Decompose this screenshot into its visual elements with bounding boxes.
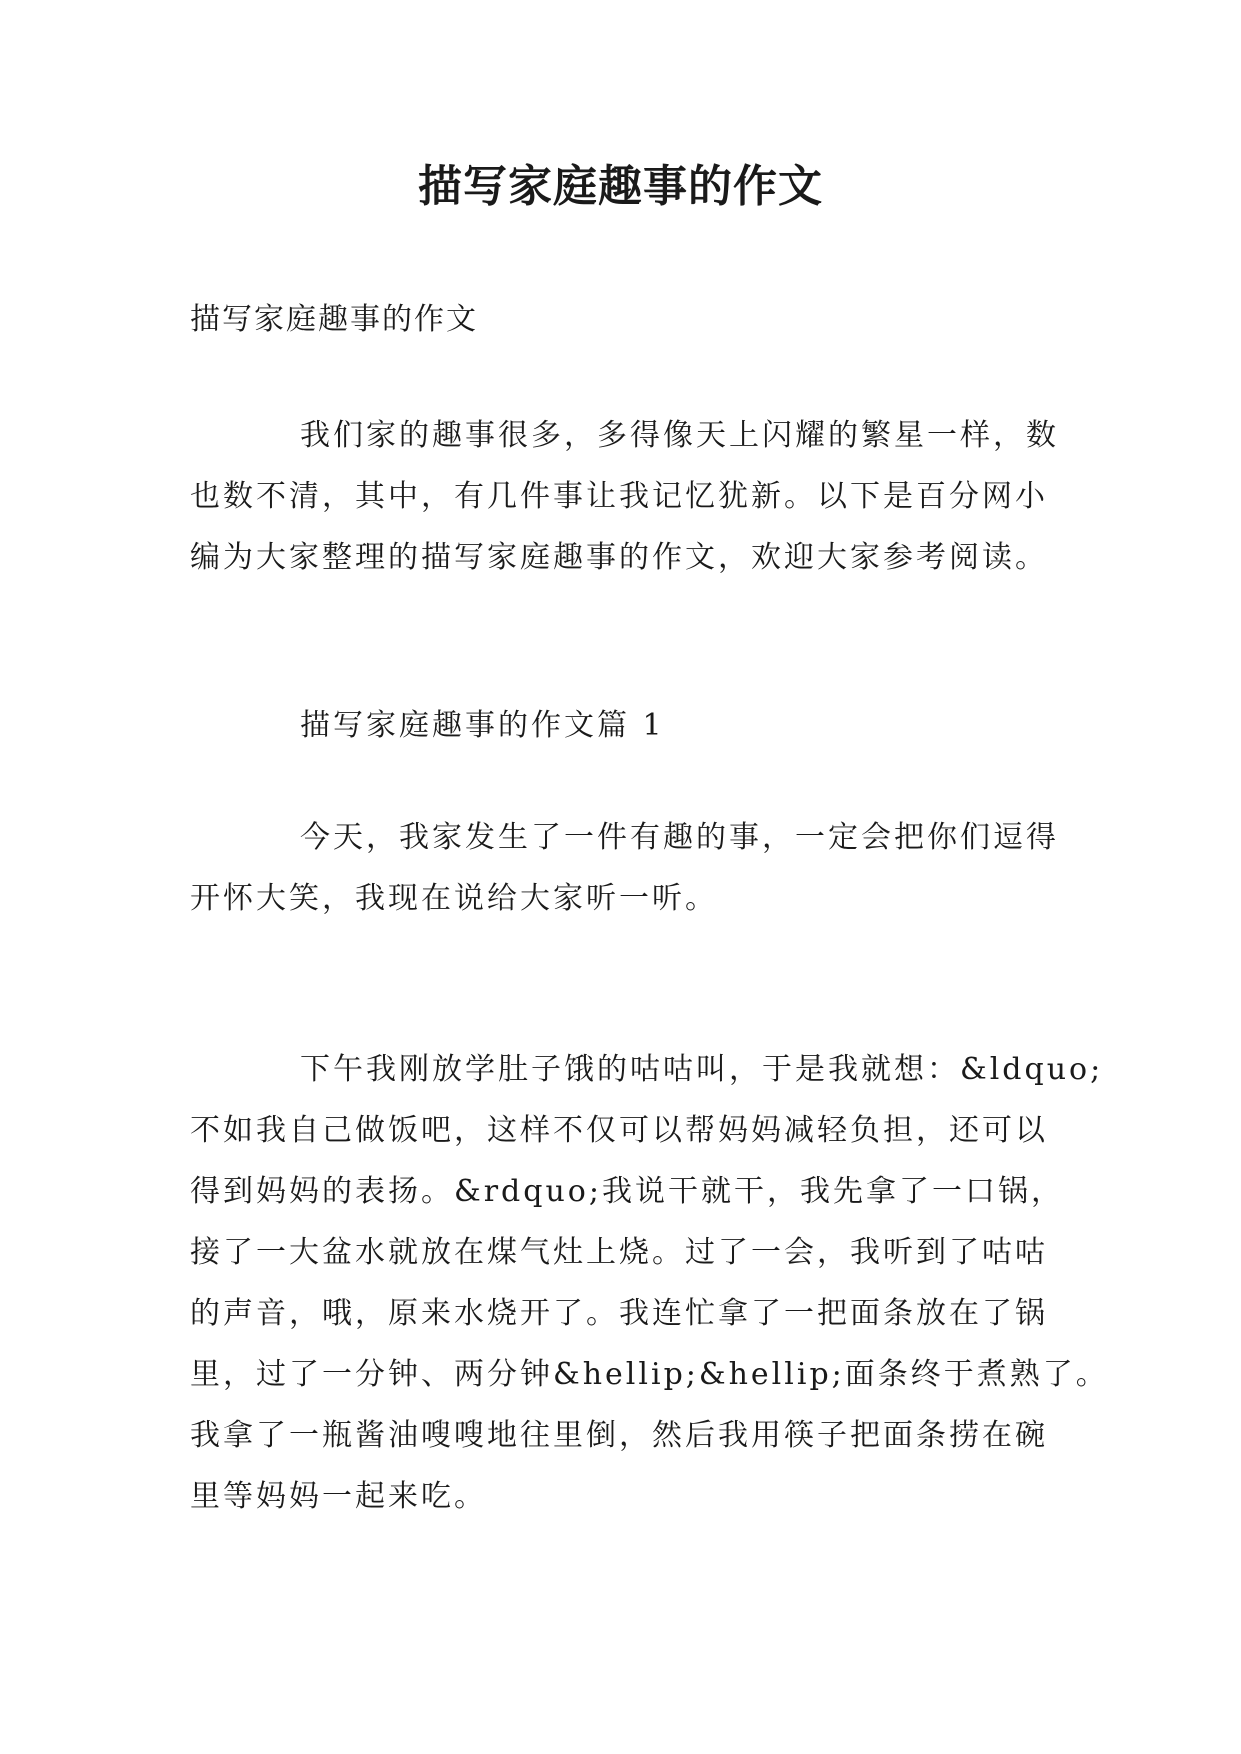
paragraph-line: 得到妈妈的表扬。&rdquo;我说干就干，我先拿了一口锅， [190, 1174, 1064, 1209]
paragraph-line: 的声音，哦，原来水烧开了。我连忙拿了一把面条放在了锅 [190, 1296, 1048, 1331]
paragraph-line: 今天，我家发生了一件有趣的事，一定会把你们逗得 [300, 820, 1059, 855]
paragraph-line: 我们家的趣事很多，多得像天上闪耀的繁星一样，数 [300, 418, 1059, 453]
document-title: 描写家庭趣事的作文 [418, 161, 823, 212]
paragraph-line: 接了一大盆水就放在煤气灶上烧。过了一会，我听到了咕咕 [190, 1235, 1048, 1270]
story-paragraph-1 [190, 807, 1090, 929]
paragraph-line: 下午我刚放学肚子饿的咕咕叫，于是我就想：&ldquo; [300, 1052, 1104, 1087]
paragraph-line: 里，过了一分钟、两分钟&hellip;&hellip;面条终于煮熟了。 [190, 1357, 1109, 1392]
paragraph-line: 我拿了一瓶酱油嗖嗖地往里倒，然后我用筷子把面条捞在碗 [190, 1418, 1048, 1453]
story-paragraph-2 [190, 1039, 1109, 1527]
paragraph-line: 不如我自己做饭吧，这样不仅可以帮妈妈减轻负担，还可以 [190, 1113, 1048, 1148]
paragraph-line: 编为大家整理的描写家庭趣事的作文，欢迎大家参考阅读。 [190, 540, 1048, 575]
section-heading-text: 描写家庭趣事的作文篇 1 [300, 708, 665, 743]
paragraph-line: 里等妈妈一起来吃。 [190, 1479, 487, 1514]
section-heading [190, 695, 1090, 756]
paragraph-line: 也数不清，其中，有几件事让我记忆犹新。以下是百分网小 [190, 479, 1048, 514]
paragraph-line: 开怀大笑，我现在说给大家听一听。 [190, 881, 718, 916]
document-subtitle: 描写家庭趣事的作文 [190, 302, 478, 337]
intro-paragraph [190, 405, 1090, 588]
